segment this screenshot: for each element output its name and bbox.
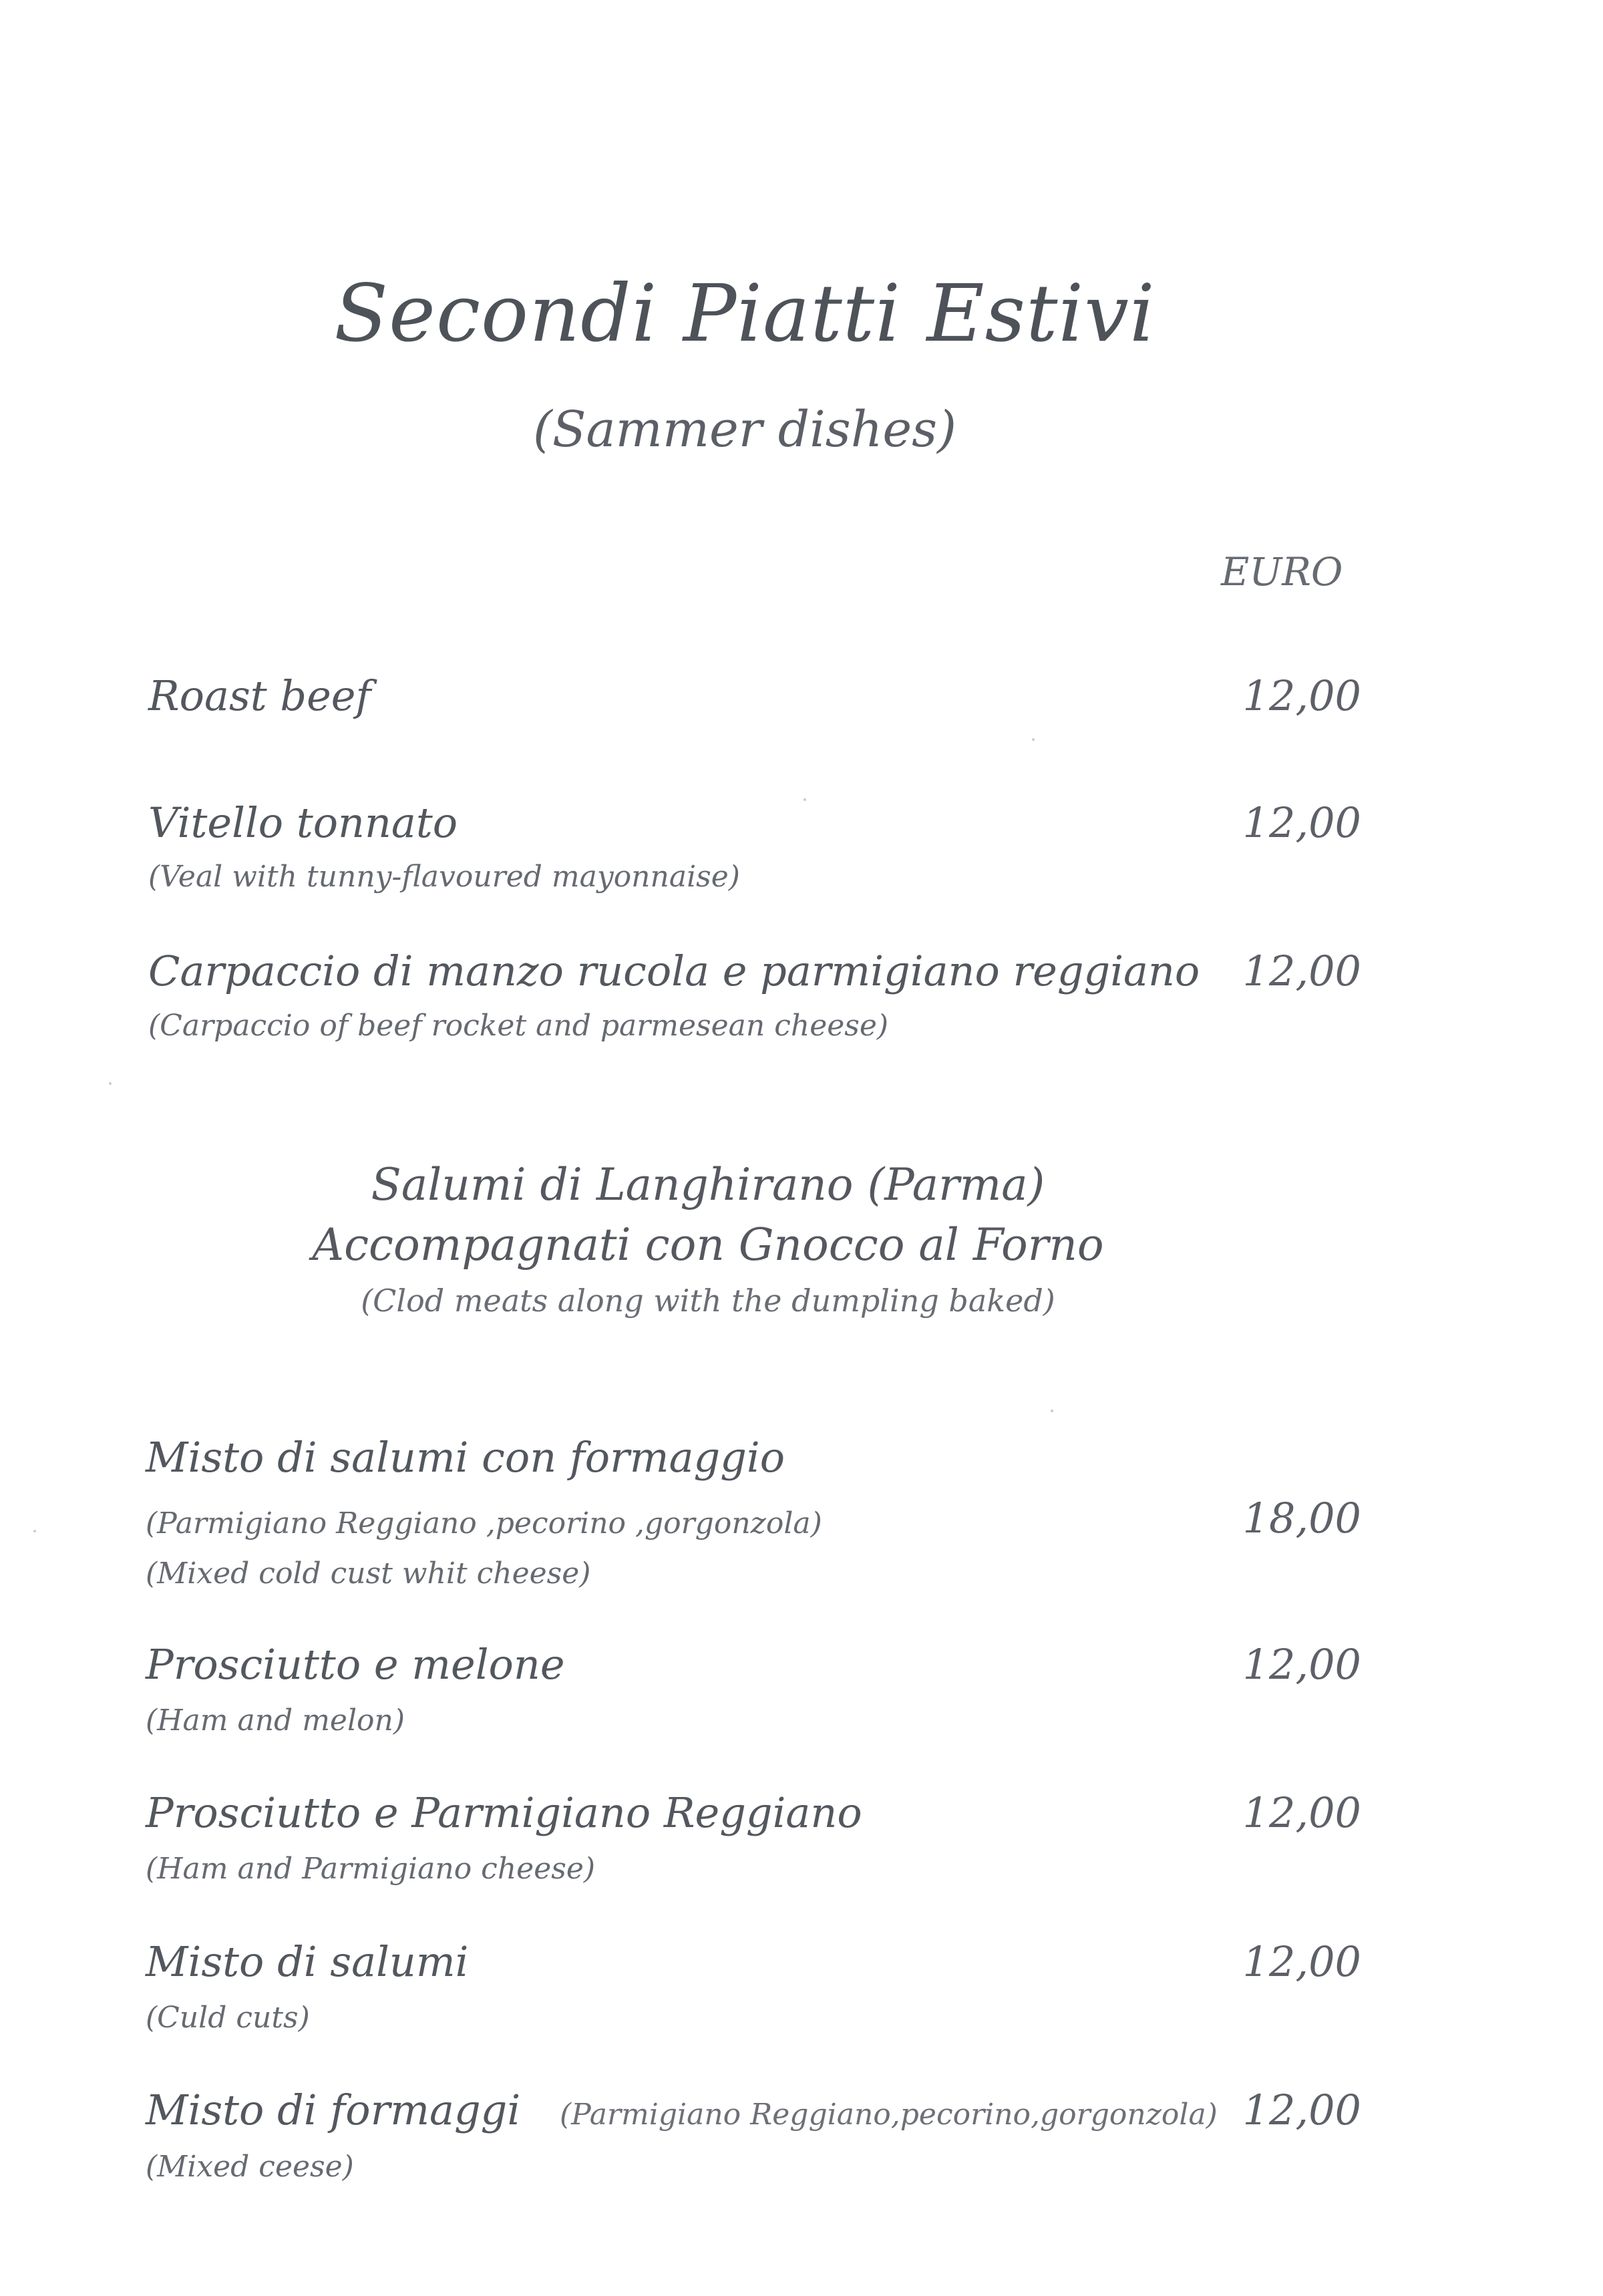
scan-speck [33, 1530, 36, 1532]
item-price-misto-salumi-formaggio: 18,00 [1242, 1494, 1361, 1542]
item-price-vitello-tonnato: 12,00 [1242, 798, 1361, 847]
menu-title: Secondi Piatti Estivi [334, 267, 1155, 359]
scan-speck [1051, 1410, 1053, 1412]
item-inline-note-misto-formaggi: (Parmigiano Reggiano,pecorino,gorgonzola) [560, 2098, 1218, 2132]
item-name-misto-salumi: Misto di salumi [146, 1937, 469, 1986]
item-desc-prosciutto-melone: (Ham and melon) [146, 1703, 405, 1738]
item-price-prosciutto-melone: 12,00 [1242, 1640, 1361, 1689]
item-price-roast-beef: 12,00 [1242, 671, 1361, 720]
item-desc-misto-salumi-formaggio-2: (Mixed cold cust whit cheese) [146, 1556, 591, 1591]
item-desc-prosciutto-parmigiano: (Ham and Parmigiano cheese) [146, 1852, 596, 1886]
section-heading-line1: Salumi di Langhirano (Parma) [371, 1159, 1045, 1210]
scan-speck [804, 798, 806, 801]
item-name-misto-formaggi: Misto di formaggi [146, 2086, 521, 2134]
item-desc-vitello-tonnato: (Veal with tunny-flavoured mayonnaise) [148, 860, 740, 894]
item-desc-misto-salumi: (Culd cuts) [146, 2001, 310, 2035]
scan-speck [1032, 738, 1035, 741]
item-desc-carpaccio: (Carpaccio of beef rocket and parmesean cheese) [148, 1009, 889, 1043]
item-name-vitello-tonnato: Vitello tonnato [148, 798, 458, 847]
item-price-prosciutto-parmigiano: 12,00 [1242, 1788, 1361, 1837]
item-desc-misto-formaggi: (Mixed ceese) [146, 2150, 354, 2184]
item-name-roast-beef: Roast beef [148, 671, 371, 720]
item-name-prosciutto-parmigiano: Prosciutto e Parmigiano Reggiano [146, 1788, 862, 1837]
scan-speck [109, 1082, 112, 1085]
item-price-carpaccio: 12,00 [1242, 947, 1361, 995]
section-note: (Clod meats along with the dumpling baked) [361, 1283, 1055, 1319]
section-heading-line2: Accompagnati con Gnocco al Forno [312, 1219, 1104, 1271]
item-name-prosciutto-melone: Prosciutto e melone [146, 1640, 565, 1689]
item-name-carpaccio: Carpaccio di manzo rucola e parmigiano reggiano [148, 947, 1200, 995]
item-price-misto-formaggi: 12,00 [1242, 2086, 1361, 2134]
item-price-misto-salumi: 12,00 [1242, 1937, 1361, 1986]
item-name-misto-salumi-formaggio: Misto di salumi con formaggio [146, 1433, 785, 1482]
menu-subtitle: (Sammer dishes) [532, 401, 957, 458]
currency-label: EURO [1221, 549, 1343, 595]
item-desc-misto-salumi-formaggio-1: (Parmigiano Reggiano ,pecorino ,gorgonzola) [146, 1506, 822, 1540]
